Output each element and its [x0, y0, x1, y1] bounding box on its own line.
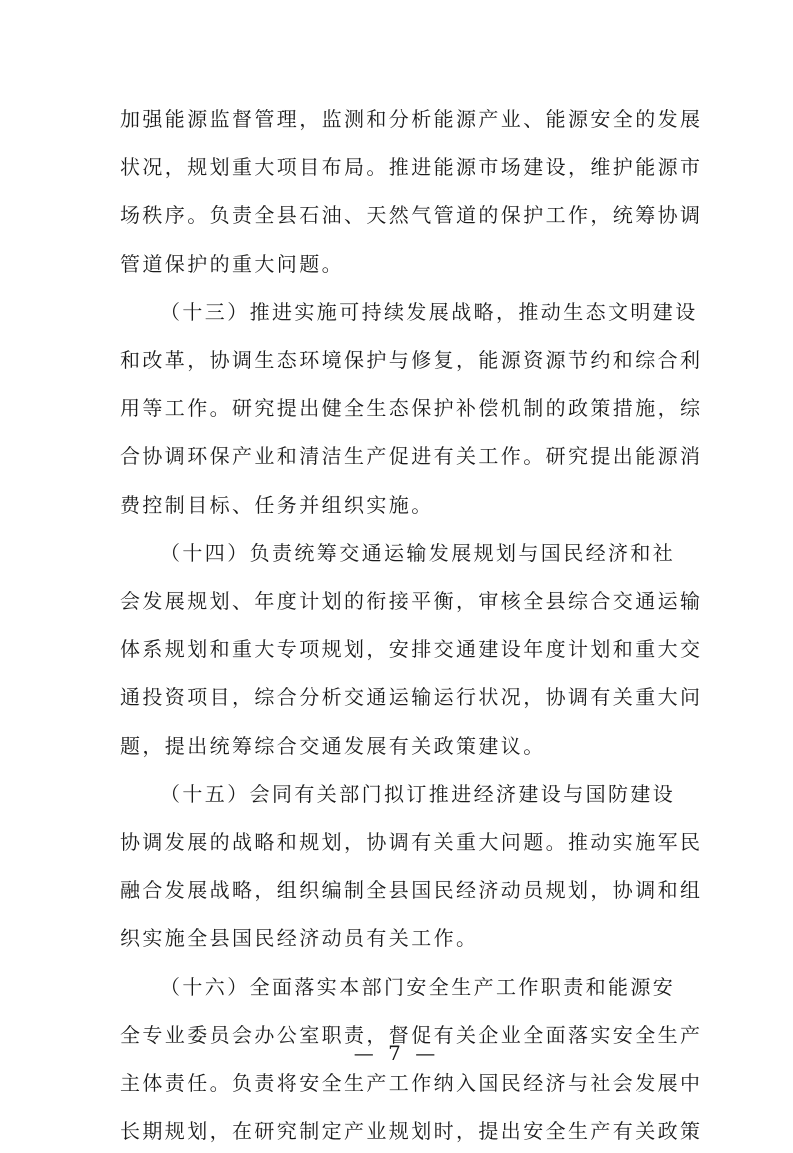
text-line: 长期规划，在研究制定产业规划时，提出安全生产有关政策 — [120, 1119, 703, 1143]
paragraph-heading-line: （十四）负责统筹交通运输发展规划与国民经济和社 — [160, 541, 676, 565]
text-line: 和改革，协调生态环境保护与修复，能源资源节约和综合利 — [120, 348, 703, 372]
text-line: 题，提出统筹综合交通发展有关政策建议。 — [120, 734, 546, 758]
text-line: 加强能源监督管理，监测和分析能源产业、能源安全的发展 — [120, 107, 703, 131]
text-line: 会发展规划、年度计划的衔接平衡，审核全县综合交通运输 — [120, 589, 703, 613]
text-line: 全专业委员会办公室职责，督促有关企业全面落实安全生产 — [120, 1023, 703, 1047]
page-number: — 7 — — [353, 1041, 440, 1065]
text-line: 合协调环保产业和清洁生产促进有关工作。研究提出能源消 — [120, 444, 703, 468]
text-line: 主体责任。负责将安全生产工作纳入国民经济与社会发展中 — [120, 1071, 703, 1095]
text-line: 织实施全县国民经济动员有关工作。 — [120, 926, 479, 950]
text-line: 用等工作。研究提出健全生态保护补偿机制的政策措施，综 — [120, 396, 703, 420]
text-line: 费控制目标、任务并组织实施。 — [120, 493, 434, 517]
paragraph-heading-line: （十六）全面落实本部门安全生产工作职责和能源安 — [160, 975, 676, 999]
text-line: 体系规划和重大专项规划，安排交通建设年度计划和重大交 — [120, 637, 703, 661]
text-line: 融合发展战略，组织编制全县国民经济动员规划，协调和组 — [120, 878, 703, 902]
text-line: 协调发展的战略和规划，协调有关重大问题。推动实施军民 — [120, 830, 703, 854]
text-line: 管道保护的重大问题。 — [120, 252, 344, 276]
paragraph-heading-line: （十五）会同有关部门拟订推进经济建设与国防建设 — [160, 782, 676, 806]
text-line: 场秩序。负责全县石油、天然气管道的保护工作，统筹协调 — [120, 203, 703, 227]
text-line: 状况，规划重大项目布局。推进能源市场建设，维护能源市 — [120, 155, 703, 179]
text-line: 通投资项目，综合分析交通运输运行状况，协调有关重大问 — [120, 685, 703, 709]
paragraph-heading-line: （十三）推进实施可持续发展战略，推动生态文明建设 — [160, 300, 698, 324]
